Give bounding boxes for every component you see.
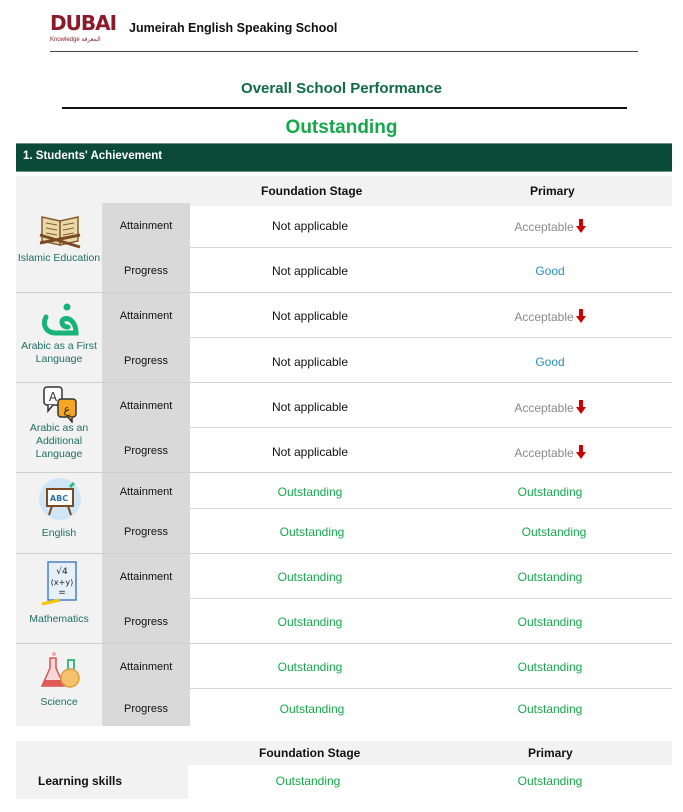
attainment-label: Attainment: [119, 661, 173, 673]
subject-name: Science: [40, 696, 78, 708]
learning-skills-label: Learning skills: [38, 774, 123, 788]
subject-arabic-additional-language: [16, 383, 102, 472]
attainment-label: Attainment: [119, 220, 173, 232]
subject-islamic-education: [16, 203, 102, 292]
math-attainment-primary: Outstanding: [517, 570, 583, 584]
abc-board-icon: [38, 477, 82, 521]
english-progress-primary: Outstanding: [521, 525, 587, 539]
islamic-attainment-foundation: Not applicable: [271, 219, 349, 233]
type-cell: [102, 644, 190, 726]
science-attainment-primary: Outstanding: [517, 660, 583, 674]
quran-book-icon: [38, 209, 82, 249]
svg-text:ع: ع: [63, 402, 71, 416]
subject-name: Mathematics: [29, 613, 89, 625]
islamic-progress-foundation: Not applicable: [271, 264, 349, 278]
math-attainment-foundation: Outstanding: [277, 570, 343, 584]
subject-name: Arabic as a First Language: [21, 340, 97, 365]
learning-primary: Outstanding: [517, 774, 583, 788]
type-cell: [102, 203, 190, 292]
section-bar: [16, 143, 672, 172]
science-attainment-foundation: Outstanding: [277, 660, 343, 674]
svg-text:A: A: [48, 390, 58, 404]
logo-word: DUBAI: [50, 11, 117, 35]
subject-name: Arabic as an Additional Language: [29, 422, 89, 460]
progress-label: Progress: [123, 445, 169, 457]
arabic-additional-attainment-foundation: Not applicable: [271, 400, 349, 414]
header-divider: [50, 51, 638, 52]
rating-text: Acceptable: [514, 310, 574, 324]
table-header-row: [16, 176, 672, 206]
arabic-first-attainment-foundation: Not applicable: [271, 309, 349, 323]
arabic-additional-progress-foundation: Not applicable: [271, 445, 349, 459]
progress-label: Progress: [123, 265, 169, 277]
svg-text:(x+y): (x+y): [50, 578, 74, 587]
english-attainment-primary: Outstanding: [517, 485, 583, 499]
title-divider: [62, 107, 627, 109]
math-progress-foundation: Outstanding: [277, 615, 343, 629]
svg-text:√4: √4: [56, 567, 68, 577]
progress-label: Progress: [123, 355, 169, 367]
science-progress-primary: Outstanding: [517, 702, 583, 716]
dubai-knowledge-logo: [50, 11, 117, 50]
row-divider: [190, 688, 672, 689]
subject-mathematics: [16, 554, 102, 643]
science-progress-foundation: Outstanding: [279, 702, 345, 716]
attainment-label: Attainment: [119, 571, 173, 583]
svg-text:ABC: ABC: [49, 494, 69, 503]
arabic-additional-progress-primary: [470, 445, 630, 460]
math-sheet-icon: [40, 560, 80, 606]
col-foundation: Foundation Stage: [261, 184, 363, 198]
progress-label: Progress: [123, 703, 169, 715]
col-primary: Primary: [528, 746, 573, 760]
subject-english: [16, 473, 102, 553]
row-divider: [190, 598, 672, 599]
english-attainment-foundation: Outstanding: [277, 485, 343, 499]
col-foundation: Foundation Stage: [259, 746, 361, 760]
subject-arabic-first-language: [16, 293, 102, 382]
progress-label: Progress: [123, 526, 169, 538]
learning-foundation: Outstanding: [275, 774, 341, 788]
school-name: Jumeirah English Speaking School: [129, 21, 338, 35]
english-progress-foundation: Outstanding: [279, 525, 345, 539]
row-divider: [190, 247, 672, 248]
progress-label: Progress: [123, 616, 169, 628]
col-primary: Primary: [530, 184, 575, 198]
rating-text: Acceptable: [514, 401, 574, 415]
down-arrow-icon: [576, 445, 586, 459]
logo-subtitle: Knowledge المعرفة: [50, 37, 101, 43]
arabic-additional-attainment-primary: [470, 400, 630, 415]
arabic-first-attainment-primary: [470, 309, 630, 324]
row-divider: [190, 337, 672, 338]
rating-text: Acceptable: [514, 446, 574, 460]
islamic-progress-primary: Good: [535, 264, 565, 278]
section-title: 1. Students' Achievement: [23, 150, 163, 162]
down-arrow-icon: [576, 309, 586, 323]
type-cell: [102, 383, 190, 472]
type-cell: [102, 554, 190, 643]
row-divider: [190, 508, 672, 509]
row-divider: [190, 427, 672, 428]
overall-rating: Outstanding: [285, 117, 398, 138]
type-cell: [102, 293, 190, 382]
attainment-label: Attainment: [119, 486, 173, 498]
flask-icon: [40, 650, 82, 692]
rating-text: Acceptable: [514, 220, 574, 234]
subject-name: Islamic Education: [17, 252, 101, 264]
arabic-letter-icon: [40, 299, 80, 337]
overall-performance-title: Overall School Performance: [241, 80, 442, 97]
speech-bubbles-icon: [42, 385, 80, 423]
arabic-first-progress-primary: Good: [535, 355, 565, 369]
type-cell: [102, 473, 190, 553]
learning-skills-label-cell: [16, 765, 188, 799]
down-arrow-icon: [576, 219, 586, 233]
svg-text:=: =: [58, 588, 66, 598]
learning-header-row: [16, 741, 672, 765]
arabic-first-progress-foundation: Not applicable: [271, 355, 349, 369]
math-progress-primary: Outstanding: [517, 615, 583, 629]
islamic-attainment-primary: [470, 219, 630, 234]
subject-science: [16, 644, 102, 726]
attainment-label: Attainment: [119, 310, 173, 322]
subject-name: English: [41, 527, 77, 539]
down-arrow-icon: [576, 400, 586, 414]
attainment-label: Attainment: [119, 400, 173, 412]
